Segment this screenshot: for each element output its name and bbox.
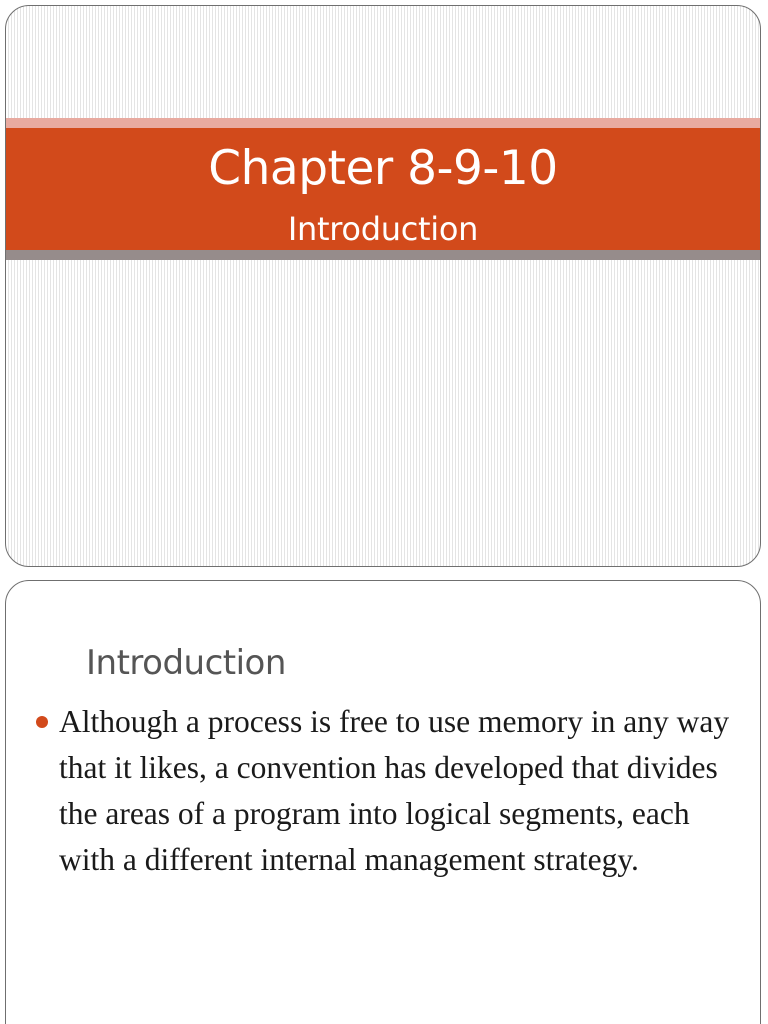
bullet-dot-icon <box>36 716 48 728</box>
slide-title: Chapter 8-9-10 <box>208 141 558 196</box>
slide-subtitle: Introduction <box>287 210 479 248</box>
content-slide <box>5 580 761 1024</box>
content-heading: Introduction <box>86 643 286 683</box>
bullet-text: Although a process is free to use memory in any way that it likes, a convention has developed that divides the areas of a program into logical segments, each with a different internal management strategy. <box>59 704 730 877</box>
title-band-top-stripe <box>6 118 760 128</box>
title-band-bottom-stripe <box>6 250 760 260</box>
title-slide <box>5 5 761 567</box>
